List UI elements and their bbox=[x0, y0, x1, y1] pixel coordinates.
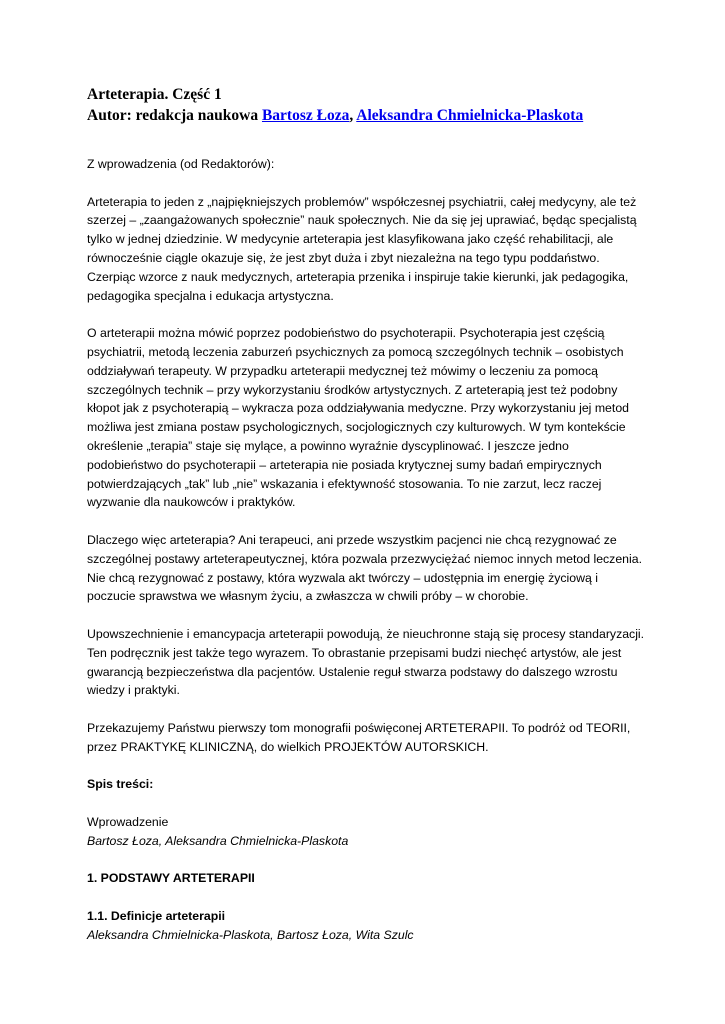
paragraph-2: O arteterapii można mówić poprzez podobieństwo do psychoterapii. Psychoterapia jest częścią psychiatrii, metodą leczenia zaburzeń psychicznych za pomocą szczególnych technik – osobistych oddziaływań terapeuty. W przypadku arteterapii medycznej też mówimy o leczeniu za pomocą szczególnych technik – przy wykorzystaniu środków artystycznych. Z arteterapią jest też podobny kłopot jak z psychoterapią – wykracza poza oddziaływania medyczne. Przy wykorzystaniu jej metod możliwa jest zmiana postaw psychologicznych, socjologicznych czy kulturowych. W tym kontekście określenie „terapia” staje się mylące, a powinno wyraźnie dyscyplinować. I jeszcze jedno podobieństwo do psychoterapii – arteterapia nie posiada krytycznej sumy badań empirycznych potwierdzających „tak” lub „nie” wskazania i efektywność stosowania. To nie zarzut, lecz raczej wyzwanie dla naukowców i praktyków. bbox=[87, 326, 629, 510]
book-title: Arteterapia. Część 1 bbox=[87, 86, 222, 103]
toc-subsection-1-1: 1.1. Definicje arteterapii bbox=[87, 908, 226, 923]
author-prefix: Autor: redakcja naukowa bbox=[87, 107, 262, 124]
author-link-aleksandra-chmielnicka-plaskota[interactable]: Aleksandra Chmielnicka-Plaskota bbox=[356, 107, 584, 124]
toc-intro-title: Wprowadzenie bbox=[87, 814, 169, 829]
author-separator: , bbox=[349, 107, 357, 124]
title-block bbox=[87, 84, 687, 126]
paragraph-1: Arteterapia to jeden z „najpiękniejszych problemów” współczesnej psychiatrii, całej medycyny, ale też szerzej – „zaangażowanych społecznie” nauk społecznych. Nie da się jej uprawiać, będąc specjalistą tylko w jednej dziedzinie. W medycynie arteterapia jest klasyfikowana jako część rehabilitacji, ale równocześnie ciągle okazuje się, że jest zbyt duża i zbyt niezależna na tego typu poddaństwo. Czerpiąc wzorce z nauk medycznych, arteterapia przenika i inspiruje takie kierunki, jak pedagogika, pedagogika specjalna i edukacja artystyczna. bbox=[87, 194, 637, 303]
author-line bbox=[87, 105, 687, 126]
paragraph-3: Dlaczego więc arteterapia? Ani terapeuci, ani przede wszystkim pacjenci nie chcą rezygnować ze szczególnej postawy arteterapeutycznej, która pozwala przezwyciężać niemoc innych metod leczenia. Nie chcą rezygnować z postawy, która wyzwala akt twórczy – udostępnia im energię życiową i poczucie sprawstwa we własnym życiu, a zwłaszcza w chwili próby – w chorobie. bbox=[87, 532, 642, 604]
document-body bbox=[87, 155, 647, 944]
toc-subsection-1-1-authors: Aleksandra Chmielnicka-Plaskota, Bartosz Łoza, Wita Szulc bbox=[87, 927, 414, 942]
toc-heading: Spis treści: bbox=[87, 777, 154, 792]
toc-intro-authors: Bartosz Łoza, Aleksandra Chmielnicka-Plaskota bbox=[87, 833, 349, 848]
paragraph-4: Upowszechnienie i emancypacja arteterapii powodują, że nieuchronne stają się procesy standaryzacji. Ten podręcznik jest także tego wyrazem. To obrastanie przepisami budzi niechęć artystów, ale jest gwarancją bezpieczeństwa dla pacjentów. Ustalenie reguł stwarza podstawy do dalszego wzrostu wiedzy i praktyki. bbox=[87, 626, 645, 698]
paragraph-5: Przekazujemy Państwu pierwszy tom monografii poświęconej ARTETERAPII. To podróż od TEORII, przez PRAKTYKĘ KLINICZNĄ, do wielkich PROJEKTÓW AUTORSKICH. bbox=[87, 720, 631, 754]
toc-section-1: 1. PODSTAWY ARTETERAPII bbox=[87, 871, 255, 886]
author-link-bartosz-loza[interactable]: Bartosz Łoza bbox=[261, 107, 350, 124]
intro-label: Z wprowadzenia (od Redaktorów): bbox=[87, 157, 275, 171]
